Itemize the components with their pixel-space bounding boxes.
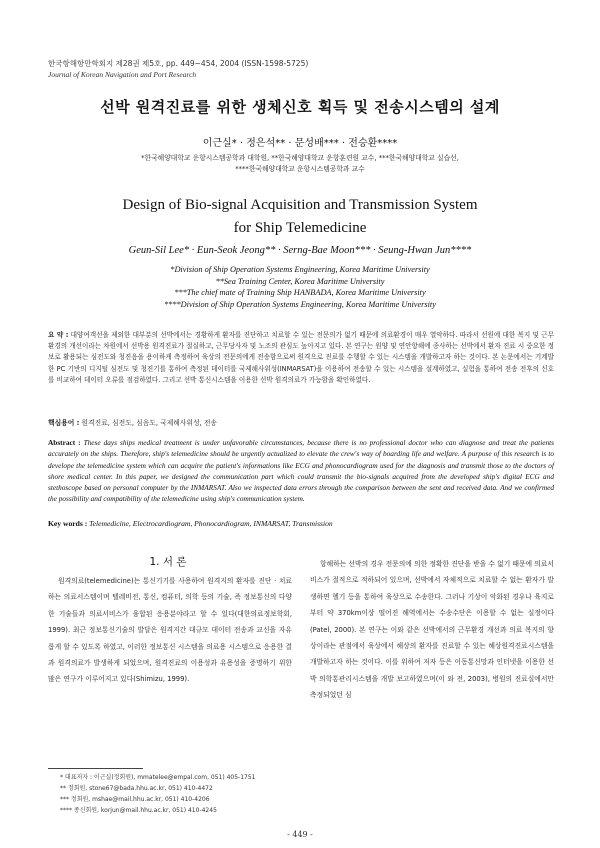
abstract-korean-text: 대양여객선을 제외한 대부분의 선박에서는 경황하게 환자를 진단하고 치료할 수 있는 전문의가 없기 때문에 의료환경이 매우 열악하다. 따라서 선원에 대한 복지 및 근무환경의 개선이라는 차원에서 선박용 원격진료가 절실하고, 근무당사자 및 노조의 관심도 높아지고 있다. 본 연구는 원양 및 연안항해에 종사하는 선박에서 환자 진료 시 중요한 정보로 활용되는 심전도와 청진음을 용이하게 측정하여 육상의 전문의에게 전송함으로써 원격으로 진료를 수행할 수 있는 시스템을 개발하고자 하는 것이다. 본 논문에서는 기계발한 PC 기반의 디지털 심전도 및 청진기를 통하여 측정된 데이터를 국제해사위성(INMARSAT)을 이용하여 전송할 수 있는 시스템을 설계하였고, 실험을 통하여 전송 전후의 신호를 비교하여 데이터 오류를 점검하였다. 그리고 선박 통신시스템을 이용한 선박 원격의료가 가능함을 확인하였다. [48, 331, 554, 384]
authors-english: Geun-Sil Lee* · Eun-Seok Jeong** · Serng-Bae Moon*** · Seung-Hwan Jun**** [128, 245, 472, 256]
abstract-english [48, 437, 554, 505]
title-english [0, 194, 600, 240]
footnote-author4: **** 종신회원, korjun@mail.hhu.ac.kr, 051) 410-4245 [60, 807, 217, 814]
affiliation-line: ***The chief mate of Training Ship HANBADA, Korea Maritime University [174, 288, 426, 297]
footnote-author2: ** 정회원, stone67@bada.hhu.ac.kr, 051) 410-4472 [60, 785, 213, 792]
keywords-korean-text: 원격진료, 심전도, 심음도, 국제해사위성, 전송 [81, 419, 217, 427]
affiliation-line: *Division of Ship Operation Systems Engineering, Korea Maritime University [170, 265, 430, 274]
body-column-left [48, 573, 292, 688]
keywords-english-text: Telemedicine, Electrocardiogram, Phonocardiogram, INMARSAT, Transmission [89, 519, 333, 528]
title-english-line1: Design of Bio-signal Acquisition and Transmission System [122, 197, 478, 213]
body-paragraph: 원격의료(telemedicine)는 통신기기를 사용하여 원격지의 환자를 진단 · 치료하는 의료서스템이며 텔레비전, 통신, 컴퓨터, 의학 등의 기술, 즉 정보통신의 다양한 기술들과 의료서비스가 융합된 응용분야라고 할 수 있다(대한의료정보학회, 1999). 최근 정보통신기술의 발달은 원격지간 대규모 데이터 전송과 교신을 자유롭게 할 수 있도록 하였고, 이러한 정보통신 시스템을 의료용 시스템으로 응용한 결과 원격의료가 발생하게 되었으며, 원격진료의 이용성과 유용성을 증명하기 위한 많은 연구가 이루어지고 있다(Shimizu, 1999). [48, 577, 292, 684]
keywords-english-label: Key words : [48, 519, 88, 528]
footnote-author3: *** 정회원, mshae@mail.hhu.ac.kr, 051) 410-4206 [60, 796, 210, 803]
abstract-korean-label: 요 약 : [48, 331, 69, 339]
affiliation-line: **Sea Training Center, Korea Maritime University [215, 276, 385, 286]
journal-name: Journal of Korean Navigation and Port Research [48, 70, 197, 79]
keywords-korean [48, 417, 217, 427]
affiliations-korean [0, 153, 600, 175]
affiliation-line: *한국해양대학교 운항시스템공학과 대학원, **한국해양대학교 운항훈련원 교수, ***한국해양대학교 실습선, [141, 154, 459, 162]
keywords-english [48, 519, 333, 528]
footnotes [60, 772, 255, 816]
section-title-introduction: 1. 서 론 [149, 556, 187, 568]
journal-citation: 한국항해항만학회지 제28권 제5호, pp. 449~454, 2004 (ISSN-1598-5725) [48, 59, 309, 68]
affiliation-line: ****Division of Ship Operation Systems Engineering, Korea Maritime University [164, 299, 436, 309]
keywords-korean-label: 핵심용어 : [48, 419, 80, 427]
affiliations-english [0, 264, 600, 310]
footnote-corresponding-author: * 대표저자 : 이근실(정회원), mmatelee@empal.com, 051) 405-1751 [60, 774, 256, 781]
page-number: - 449 - [287, 830, 313, 839]
authors-korean: 이근실* · 정은석** · 문성배*** · 전승환**** [202, 138, 398, 149]
abstract-english-label: Abstract : [48, 438, 81, 447]
abstract-korean [48, 330, 554, 386]
footnote-divider [48, 768, 143, 769]
abstract-english-text: These days ships medical treatment is under unfavorable circumstances, because there is no professional doctor who can diagnose and treat the patients accurately on the ships. Therefore, ship's telemedicine should be urgently actualized to elevate the crew's way of boarding life and welfare. A purpose of this research is to develope the telemedicine system which can acquire the patient's informations like ECG and phonocardiogram used for the diagnosis and transmit those to the doctors of shore medical center. In this paper, we designed the communication part which could transmit the bio-signals acquired from the developed ship's digital ECG and stethoscope based on personal computer by the INMARSAT. Also we inspected data errors through the comparison between the sent and received data. And we confirmed the possibility and compatibility of the telemedicine using ship's communication system. [48, 438, 554, 504]
title-english-line2: for Ship Telemedicine [233, 220, 367, 236]
title-korean: 선박 원격진료를 위한 생체신호 획득 및 전송시스템의 설계 [100, 98, 500, 116]
body-column-right [310, 556, 554, 704]
body-paragraph: 항해하는 선박의 경우 전문의에 의한 정확한 진단을 받을 수 없기 때문에 의료서비스가 절적으로 적하되어 있으며, 선박에서 자체적으로 치료할 수 없는 환자가 발생하면 헬기 등을 통하여 육상으로 수송한다. 그러나 기상이 악화된 경우나 육지로부터 약 370km이상 떨어진 해역에서는 수송수단은 이용할 수 없는 실정이다(Patel, 2000). 본 연구는 이와 같은 선박에서의 근무환경 개선과 의료 복지의 향상이라는 관점에서 육상에서 해상의 환자를 진료할 수 있는 해상원격진료시스템을 개발하고자 하는 것이다. 이를 위하여 저자 등은 이동통신망과 인터넷을 이용한 선박 의학통관리시스템을 개발 보고하였으며(이 와 전, 2003), 병원의 진료실에서만 측정되었던 심 [310, 560, 554, 700]
affiliation-line: ****한국해양대학교 운항시스템공학과 교수 [235, 165, 365, 173]
journal-header [48, 58, 308, 80]
